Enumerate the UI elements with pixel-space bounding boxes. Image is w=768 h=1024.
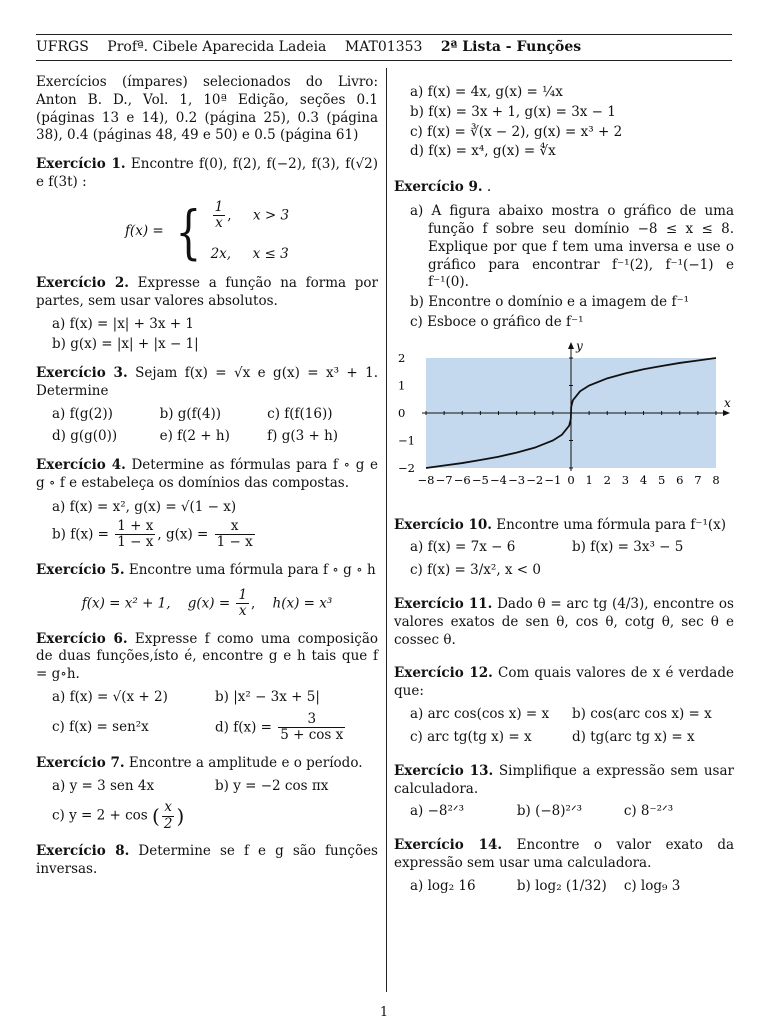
brace-icon: { [175, 197, 202, 266]
exercise-text: Simplifique a expressão sem usar calculadora. [394, 762, 734, 797]
fraction-numerator: 3 [278, 712, 345, 729]
intro-text: Exercícios (ímpares) selecionados do Livro: Anton B. D., Vol. 1, 10ª Edição, seções 0.1 (páginas 13 e 14), 0.2 (página 25), 0.3 (página 38), 0.4 (páginas 48, 49 e 50) e 0.5 (página 61) [36, 74, 378, 144]
exercise-item: b) log₂ (1/32) [516, 877, 607, 894]
exercise-12 [394, 665, 734, 701]
exercise-items-row [52, 800, 378, 832]
right-column [394, 74, 734, 896]
fraction-denominator: 5 + cos x [280, 727, 344, 744]
exercise-item: c) 8⁻²ᐟ³ [623, 803, 674, 820]
exercise-items-row [52, 428, 378, 446]
exercise-items [52, 499, 378, 551]
exercise-title: Exercício 8. [36, 843, 130, 860]
exercise-8 [36, 843, 378, 879]
exercise-item [52, 800, 378, 832]
x-tick-label: −6 [453, 472, 471, 487]
fraction-denominator: 1 − x [117, 534, 154, 551]
exercise-14 [394, 837, 734, 873]
piecewise-function [36, 197, 378, 266]
paren-right-icon: ) [176, 804, 185, 829]
piecewise-lhs: f(x) = [124, 222, 164, 239]
left-column [36, 74, 378, 879]
exercise-text: Com quais valores de x é verdade que: [394, 665, 734, 700]
y-tick-label: 1 [398, 378, 406, 393]
exercise-title: Exercício 12. [394, 665, 493, 682]
exercise-item: a) f(x) = 7x − 6 [410, 539, 516, 556]
fraction-denominator: x [238, 603, 247, 620]
fraction-numerator: x [215, 519, 255, 536]
exercise-items-row [52, 778, 378, 796]
item-middle: , g(x) = [157, 526, 209, 543]
case-condition: x > 3 [252, 207, 290, 224]
fraction-denominator: 1 − x [216, 534, 253, 551]
x-tick-label: −8 [417, 472, 435, 487]
exercise-8-items [410, 84, 734, 161]
exercise-item: a) f(x) = |x| + 3x + 1 [52, 316, 194, 333]
fraction-numerator: 1 [238, 586, 248, 603]
exercise-text: Determine as fórmulas para f ∘ g e g ∘ f e estabeleça os domínios das compostas. [36, 457, 378, 492]
exercise-text: Encontre f(0), f(2), f(−2), f(3), f(√2) e f(3t) : [36, 156, 378, 191]
course-code: MAT01353 [344, 39, 423, 55]
x-tick-label: 1 [585, 472, 593, 487]
exercise-text: Expresse a função na forma por partes, sem usar valores absolutos. [36, 274, 378, 309]
x-tick-label: −7 [435, 472, 453, 487]
case-2 [211, 246, 289, 264]
y-tick-label: −2 [398, 460, 415, 475]
piecewise-cases [211, 200, 289, 264]
exercise-title: Exercício 5. [36, 561, 125, 578]
case-condition: x ≤ 3 [252, 245, 289, 262]
exercise-item: b) Encontre o domínio e a imagem de f⁻¹ [410, 294, 689, 311]
exercise-6 [36, 631, 378, 684]
fraction [236, 588, 249, 620]
case-expression: 2x, [210, 245, 232, 262]
exercise-item: b) |x² − 3x + 5| [215, 688, 320, 705]
exercise-item: b) (−8)²ᐟ³ [516, 803, 583, 820]
exercise-text: Determine se f e g são funções inversas. [36, 843, 378, 878]
x-tick-label: −5 [471, 472, 489, 487]
fraction-denominator: x [215, 215, 223, 232]
x-tick-label: 0 [567, 472, 575, 487]
x-tick-label: 5 [657, 472, 666, 487]
x-tick-label: 2 [603, 472, 611, 487]
exercise-item: c) Esboce o gráfico de f⁻¹ [410, 313, 584, 330]
x-tick-label: 8 [712, 472, 720, 487]
y-tick-label: 0 [398, 405, 406, 420]
exercise-3 [36, 365, 378, 401]
exercise-title: Exercício 11. [394, 596, 493, 612]
exercise-item: a) A figura abaixo mostra o gráfico de uma função f sobre seu domínio −8 ≤ x ≤ 8. Explique por que f tem uma inversa e use o gráfico para encontrar f⁻¹(2), f⁻¹(−1) e f⁻¹(0). [410, 203, 734, 291]
exercise-9 [394, 179, 734, 197]
exercise-item: a) f(x) = x², g(x) = √(1 − x) [52, 498, 237, 515]
formula-g-label: g(x) = [187, 595, 231, 612]
column-divider [386, 68, 387, 992]
exercise-title: Exercício 9. [394, 179, 483, 196]
exercise-title: Exercício 3. [36, 364, 128, 381]
exercise-text: Sejam f(x) = √x e g(x) = x³ + 1. Determine [36, 364, 378, 399]
exercise-item: b) g(f(4)) [159, 405, 222, 422]
x-axis-label: x [724, 395, 731, 410]
exercise-items-row [410, 562, 734, 580]
x-tick-label: −1 [544, 472, 562, 487]
exercise-items [52, 316, 378, 354]
exercise-1 [36, 156, 378, 192]
exercise-item [215, 712, 378, 744]
y-axis-arrow-icon [568, 342, 574, 349]
x-axis-arrow-icon [723, 410, 730, 416]
fraction [213, 200, 226, 232]
exercise-11 [394, 596, 734, 649]
exercise-item: a) −8²ᐟ³ [410, 803, 465, 820]
exercise-items-row [410, 706, 734, 724]
exercise-5 [36, 562, 378, 580]
exercise-items-row [410, 539, 734, 557]
list-title: 2ª Lista - Funções [440, 39, 582, 55]
x-tick-label: 6 [676, 472, 684, 487]
exercise-10 [394, 517, 734, 535]
exercise-item: c) f(x) = ∛(x − 2), g(x) = x³ + 2 [410, 123, 623, 140]
exercise-2 [36, 275, 378, 311]
exercise-item: a) f(x) = √(x + 2) [52, 688, 168, 705]
paren-left-icon: ( [152, 804, 160, 829]
x-tick-label: 7 [694, 472, 702, 487]
institution: UFRGS [36, 39, 89, 55]
exercise-item: a) log₂ 16 [410, 877, 476, 894]
y-axis-label: y [576, 339, 583, 353]
item-label: b) f(x) = [52, 526, 109, 543]
fraction-numerator: 1 + x [117, 517, 154, 534]
exercise-item: c) log₉ 3 [623, 877, 681, 894]
exercise-item: d) g(g(0)) [52, 428, 118, 445]
formula-h: h(x) = x³ [272, 595, 333, 612]
y-tick-label: −1 [398, 433, 415, 448]
exercise-item: a) f(x) = 4x, g(x) = ¼x [410, 84, 563, 100]
exercise-4 [36, 457, 378, 493]
exercise-item: e) f(2 + h) [159, 428, 230, 445]
case-1: $\frac{1}{x}$ , x > 3 [214, 198, 290, 232]
exercise-item: d) f(x) = x⁴, g(x) = ∜x [410, 143, 556, 160]
exercise-text: Encontre uma fórmula para f⁻¹(x) [496, 516, 727, 533]
exercise-items-row [52, 712, 378, 744]
item-label: d) f(x) = [215, 719, 272, 736]
exercise-item: b) g(x) = |x| + |x − 1| [52, 336, 199, 353]
item-label: c) y = 2 + cos [52, 807, 148, 824]
x-tick-label: −2 [526, 472, 544, 487]
exercise-7 [36, 755, 378, 773]
fraction [115, 519, 155, 551]
exercise-title: Exercício 7. [36, 754, 125, 771]
professor: Profª. Cibele Aparecida Ladeia [107, 39, 327, 55]
exercise-items-row [52, 406, 378, 424]
fraction [162, 800, 175, 832]
exercise-items-row [52, 689, 378, 707]
exercise-text: . [486, 179, 492, 196]
exercise-text: Encontre a amplitude e o período. [128, 754, 363, 771]
fraction-numerator: x [162, 800, 175, 817]
exercise-item: d) tg(arc tg x) = x [572, 728, 695, 745]
page-header [36, 34, 732, 61]
page-number: 1 [379, 1005, 389, 1020]
x-tick-label: −4 [490, 472, 507, 487]
fraction-denominator: 2 [163, 815, 173, 832]
fraction [278, 712, 345, 744]
exercise-item: a) arc cos(cos x) = x [410, 706, 550, 723]
x-tick-label: 3 [621, 472, 630, 487]
exercise-title: Exercício 6. [36, 630, 128, 647]
exercise-13 [394, 763, 734, 799]
exercise-title: Exercício 14. [394, 837, 503, 854]
exercise-items [410, 203, 734, 332]
exercise-item: c) f(x) = 3/x², x < 0 [410, 562, 541, 579]
exercise-item: b) f(x) = 3x³ − 5 [572, 539, 684, 556]
x-tick-label: −3 [508, 472, 526, 487]
function-graph [394, 340, 734, 506]
exercise-title: Exercício 4. [36, 457, 126, 474]
exercise-title: Exercício 2. [36, 274, 129, 291]
exercise-title: Exercício 1. [36, 156, 126, 173]
fraction [215, 519, 255, 551]
exercise-item [52, 519, 378, 551]
exercise-item: c) f(x) = sen²x [52, 718, 149, 735]
exercise-item: f) g(3 + h) [267, 428, 339, 445]
exercise-title: Exercício 10. [394, 516, 492, 533]
exercise-item: b) cos(arc cos x) = x [572, 706, 712, 723]
exercise-items-row [410, 729, 734, 747]
exercise-text: Encontre uma fórmula para f ∘ g ∘ h [128, 561, 376, 578]
exercise-text: Encontre o valor exato da expressão sem usar uma calculadora. [394, 837, 735, 871]
exercise-item: a) y = 3 sen 4x [52, 777, 155, 794]
exercise-items-row [410, 803, 734, 821]
y-tick-label: 2 [398, 350, 406, 365]
formula: f(x) = x² + 1, g(x) = $\frac{1}{x}$ , h(x) = x³ [81, 586, 333, 620]
formula-f: f(x) = x² + 1, [81, 595, 171, 612]
exercise-item: b) f(x) = 3x + 1, g(x) = 3x − 1 [410, 103, 616, 120]
x-tick-label: 4 [639, 472, 648, 487]
exercise-title: Exercício 13. [394, 762, 494, 779]
exercise-item: a) f(g(2)) [52, 405, 113, 422]
exercise-items-row [410, 878, 734, 896]
fraction-numerator: 1 [214, 198, 224, 215]
exercise-item: c) f(f(16)) [267, 405, 333, 422]
graph-svg [394, 340, 734, 500]
exercise-text: Dado θ = arc tg (4/3), encontre os valores exatos de sen θ, cos θ, cotg θ, sec θ e cossec θ. [394, 596, 734, 648]
exercise-text: Expresse f como uma composição de duas funções,ísto é, encontre g e h tais que f = g∘h. [36, 630, 378, 683]
exercise-item: b) y = −2 cos πx [215, 777, 329, 794]
exercise-item: c) arc tg(tg x) = x [410, 728, 532, 745]
